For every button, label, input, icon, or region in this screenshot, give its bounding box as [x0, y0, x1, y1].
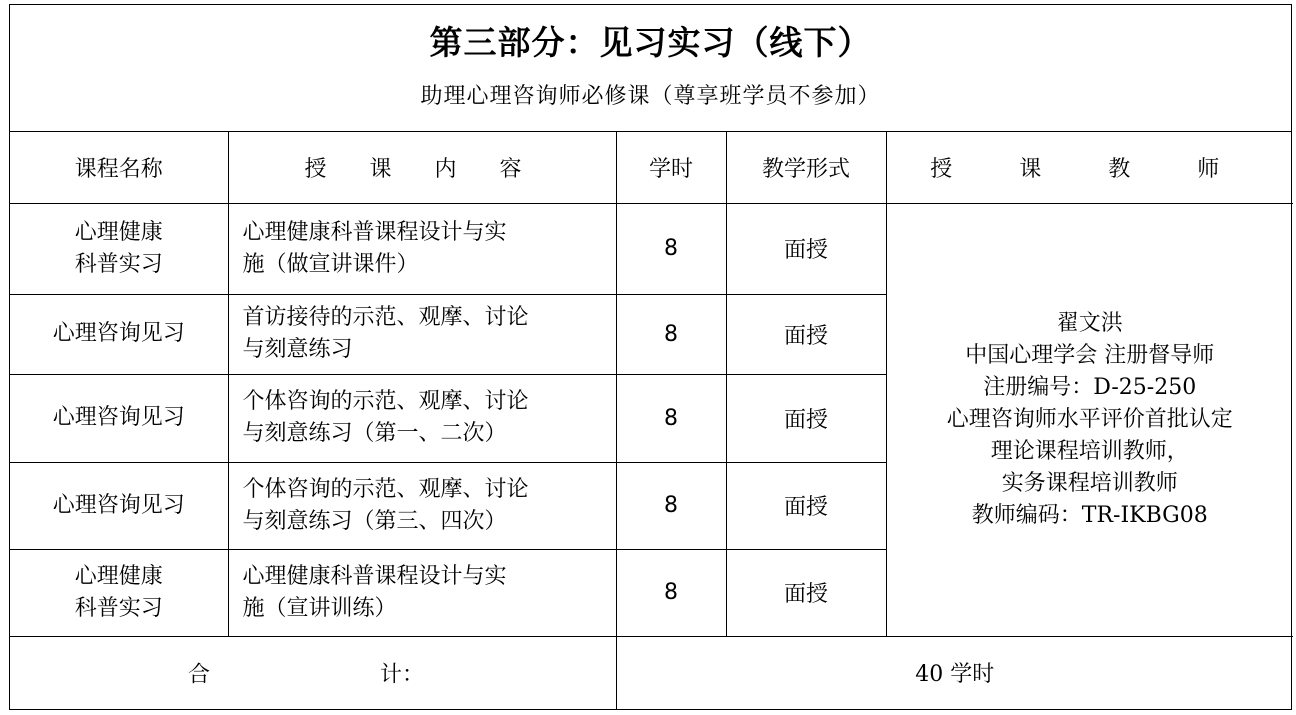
teacher-code: 教师编码：TR-IKBG08	[971, 502, 1208, 528]
course-hours-cell: 8	[616, 462, 726, 549]
course-name-line: 心理健康	[74, 563, 163, 589]
course-hours-cell: 8	[616, 203, 726, 294]
column-header-format: 教学形式	[726, 132, 886, 203]
course-hours-cell: 8	[616, 374, 726, 462]
column-header-content: 授 课 内 容	[228, 132, 616, 203]
teacher-title: 中国心理学会 注册督导师	[965, 342, 1215, 368]
course-content-line: 首访接待的示范、观摩、讨论	[242, 305, 529, 330]
course-content-cell	[228, 294, 616, 374]
page-title: 第三部分：见习实习（线下）	[429, 23, 872, 62]
course-schedule-frame	[9, 4, 1292, 710]
course-name-cell	[10, 549, 228, 636]
course-hours-cell: 8	[616, 549, 726, 636]
column-header-hours: 学时	[616, 132, 726, 203]
course-name-cell	[10, 374, 228, 462]
schedule-table	[10, 132, 1293, 709]
course-name-line: 科普实习	[74, 595, 163, 621]
course-content-cell	[228, 374, 616, 462]
course-content-cell	[228, 549, 616, 636]
total-label-ji: 计：	[380, 662, 425, 688]
course-format-cell: 面授	[726, 462, 886, 549]
course-content-line: 个体咨询的示范、观摩、讨论	[242, 476, 529, 502]
column-header-teacher: 授 课 教 师	[886, 132, 1293, 203]
course-format-cell: 面授	[726, 374, 886, 462]
teacher-info-cell	[886, 203, 1293, 636]
course-content-cell	[228, 203, 616, 294]
course-content-line: 与刻意练习（第一、二次）	[242, 421, 507, 446]
course-hours-cell: 8	[616, 294, 726, 374]
course-content-line: 心理健康科普课程设计与实	[242, 563, 507, 589]
teacher-role-practice: 实务课程培训教师	[1001, 470, 1178, 496]
course-name-cell	[10, 294, 228, 374]
teacher-certification: 心理咨询师水平评价首批认定	[946, 406, 1233, 432]
course-content-line: 与刻意练习（第三、四次）	[242, 508, 507, 534]
table-header-row	[10, 132, 1293, 203]
course-name-cell	[10, 203, 228, 294]
teacher-name: 翟文洪	[1056, 310, 1123, 336]
course-name-line: 心理咨询见习	[52, 405, 185, 430]
teacher-role-theory: 理论课程培训教师，	[990, 438, 1189, 464]
course-content-line: 个体咨询的示范、观摩、讨论	[242, 389, 529, 414]
table-row	[10, 203, 1293, 294]
course-content-line: 施（做宣讲课件）	[242, 251, 419, 277]
course-content-cell	[228, 462, 616, 549]
total-hours-value: 40 学时	[616, 636, 1293, 709]
course-name-cell	[10, 462, 228, 549]
teacher-registration-number: 注册编号：D-25-250	[983, 374, 1197, 400]
course-content-line: 与刻意练习	[242, 337, 353, 362]
column-header-course-name: 课程名称	[10, 132, 228, 203]
total-label-he: 合	[188, 662, 211, 688]
total-label-cell	[10, 636, 616, 709]
course-format-cell: 面授	[726, 549, 886, 636]
page-subtitle: 助理心理咨询师必修课（尊享班学员不参加）	[420, 84, 881, 109]
course-format-cell: 面授	[726, 294, 886, 374]
course-content-line: 施（宣讲训练）	[242, 595, 397, 621]
course-name-line: 科普实习	[74, 251, 163, 277]
course-name-line: 心理咨询见习	[52, 492, 185, 518]
course-format-cell: 面授	[726, 203, 886, 294]
course-name-line: 心理咨询见习	[52, 321, 185, 346]
schedule-header	[10, 5, 1291, 132]
course-name-line: 心理健康	[74, 219, 163, 245]
total-row	[10, 636, 1293, 709]
course-content-line: 心理健康科普课程设计与实	[242, 219, 507, 245]
